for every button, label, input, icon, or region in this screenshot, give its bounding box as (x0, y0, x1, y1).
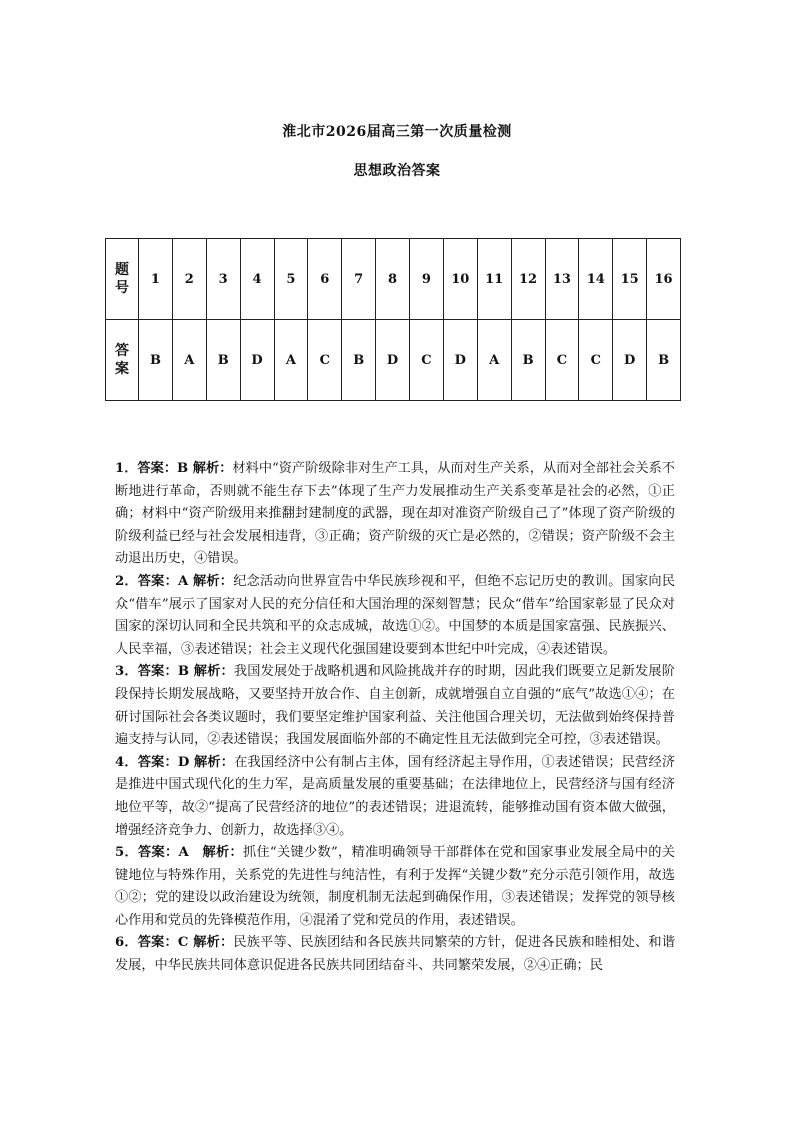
question-row-label-text: 题号 (115, 262, 129, 296)
question-number-cell: 10 (443, 239, 477, 320)
answer-cell: C (410, 320, 444, 401)
answer-cell: A (477, 320, 511, 401)
explanation-item (115, 661, 675, 751)
explanation-text: 民族平等、民族团结和各民族共同繁荣的方针，促进各民族和睦相处、和谐发展，中华民族共同体意识促进各民族共同团结奋斗、共同繁荣发展，②④正确；民 (115, 935, 676, 974)
explanation-heading: 1．答案：B 解析： (115, 461, 233, 476)
answer-cell: D (613, 320, 647, 401)
explanation-text: 抓住“关键少数”，精准明确领导干部群体在党和国家事业发展全局中的关键地位与特殊作用，关系党的先进性与纯洁性，有利于发挥“关键少数”充分示范引领作用，故选①②；党的建设以政治建设为统领，制度机制无法起到确保作用，③表述错误；发挥党的领导核心作用和党员的先锋模范作用，④混淆了党和党员的作用，表述错误。 (115, 845, 675, 928)
explanation-heading: 3．答案：B 解析： (115, 664, 234, 680)
answer-cell: D (240, 320, 274, 401)
page-subtitle: 思想政治答案 (353, 163, 441, 179)
answer-cell: B (511, 320, 545, 401)
answer-cell: D (443, 320, 477, 401)
question-number-row (106, 239, 681, 320)
answer-cell: B (342, 320, 376, 401)
answer-cell: A (274, 320, 308, 401)
explanation-list (115, 458, 675, 978)
explanation-heading: 4．答案：D 解析： (115, 754, 235, 770)
question-number-cell: 7 (342, 239, 376, 320)
question-number-cell: 2 (172, 239, 206, 320)
question-number-cell: 15 (613, 239, 647, 320)
question-number-cell: 5 (274, 239, 308, 320)
answer-cell: B (206, 320, 240, 401)
answer-cell: C (308, 320, 342, 401)
question-number-cell: 14 (579, 239, 613, 320)
answer-table (105, 238, 681, 401)
answer-row-label (106, 320, 139, 401)
answer-cell: C (579, 320, 613, 401)
question-number-cell: 11 (477, 239, 511, 320)
explanation-text: 纪念活动向世界宣告中华民族珍视和平，但绝不忘记历史的教训。国家向民众“借车”展示了国家对人民的充分信任和大国治理的深刻智慧；民众“借车”给国家彰显了民众对国家的深切认同和全民共筑和平的众志成城，故选①②。中国梦的本质是国家富强、民族振兴、人民幸福，③表述错误；社会主义现代化强国建设要到本世纪中叶完成，④表述错误。 (115, 573, 676, 657)
explanation-heading: 2．答案：A 解析： (115, 573, 234, 589)
page-title: 淮北市2026届高三第一次质量检测 (282, 124, 512, 140)
answer-cell: A (172, 320, 206, 401)
question-number-cell: 6 (308, 239, 342, 320)
question-number-cell: 13 (545, 239, 579, 320)
answer-cell: B (139, 320, 173, 401)
explanation-item (115, 842, 675, 932)
question-number-cell: 8 (376, 239, 410, 320)
explanation-item (115, 571, 675, 661)
answer-row-label-text: 答案 (115, 343, 129, 377)
answer-cell: D (376, 320, 410, 401)
explanation-text: 在我国经济中公有制占主体，国有经济起主导作用，①表述错误；民营经济是推进中国式现代化的生力军，是高质量发展的重要基础；在法律地位上，民营经济与国有经济地位平等，故②“提高了民营经济的地位”的表述错误；进退流转，能够推动国有资本做大做强，增强经济竞争力、创新力，故选择③④。 (115, 754, 676, 838)
answer-row (106, 320, 681, 401)
question-number-cell: 16 (647, 239, 681, 320)
explanation-text: 我国发展处于战略机遇和风险挑战并存的时期，因此我们既要立足新发展阶段保持长期发展战略，又要坚持开放合作、自主创新，成就增强自立自强的“底气”故选①④；在研讨国际社会各类议题时，我们要坚定维护国家利益、关注他国合理关切，无法做到始终保持普遍支持与认同，②表述错误；我国发展面临外部的不确定性且无法做到完全可控，③表述错误。 (115, 664, 675, 748)
question-number-cell: 12 (511, 239, 545, 320)
answer-cell: C (545, 320, 579, 401)
answer-cell: B (647, 320, 681, 401)
question-number-cell: 1 (139, 239, 173, 320)
explanation-text: 材料中“资产阶级除非对生产工具，从而对生产关系，从而对全部社会关系不断地进行革命，否则就不能生存下去”体现了生产力发展推动生产关系变革是社会的必然，①正确；材料中“资产阶级用来推翻封建制度的武器，现在却对准资产阶级自己了”体现了资产阶级的阶级利益已经与社会发展相违背，③正确；资产阶级的灭亡是必然的，②错误；资产阶级不会主动退出历史，④错误。 (115, 461, 675, 567)
question-row-label (106, 239, 139, 320)
question-number-cell: 3 (206, 239, 240, 320)
explanation-item (115, 752, 675, 842)
question-number-cell: 9 (410, 239, 444, 320)
explanation-item (115, 932, 675, 977)
explanation-heading: 5．答案：A 解析： (115, 845, 243, 861)
explanation-item (115, 458, 675, 571)
explanation-heading: 6．答案：C 解析： (115, 935, 234, 951)
question-number-cell: 4 (240, 239, 274, 320)
